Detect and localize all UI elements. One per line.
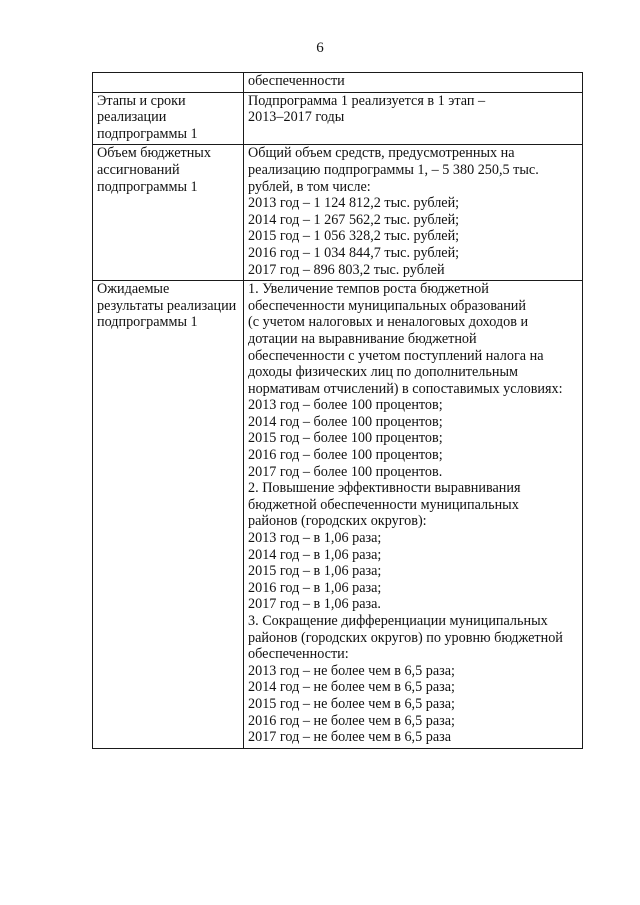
text-line: обеспеченности [248, 73, 345, 89]
text-line: рублей, в том числе: [248, 178, 371, 195]
text-line: 2. Повышение эффективности выравнивания [248, 480, 521, 497]
text-line: 2014 год – не более чем в 6,5 раза; [248, 679, 455, 696]
text-line: результаты реализации [97, 297, 237, 314]
text-line: 2016 год – в 1,06 раза; [248, 579, 382, 596]
text-line: доходы физических лиц по дополнительным [248, 364, 518, 381]
text-line: обеспеченности муниципальных образований [248, 297, 526, 314]
text-line: 2015 год – в 1,06 раза; [248, 563, 382, 580]
text-line: 2013 год – не более чем в 6,5 раза; [248, 662, 455, 679]
table-row-results [93, 281, 583, 749]
text-line: обеспеченности: [248, 646, 349, 663]
text-line: районов (городских округов) по уровню бюджетной [248, 629, 563, 646]
text-line: районов (городских округов): [248, 513, 427, 530]
text-line: 2017 год – 896 803,2 тыс. рублей [248, 261, 445, 278]
label-cell [93, 92, 244, 145]
text-line: 2016 год – не более чем в 6,5 раза; [248, 712, 455, 729]
text-line: бюджетной обеспеченности муниципальных [248, 496, 519, 513]
text-line: 2014 год – 1 267 562,2 тыс. рублей; [248, 211, 460, 228]
label-cell [93, 73, 244, 93]
text-line: 2015 год – более 100 процентов; [248, 430, 443, 447]
text-line: реализацию подпрограммы 1, – 5 380 250,5 тыс. [248, 161, 539, 178]
text-line: 2016 год – 1 034 844,7 тыс. рублей; [248, 244, 460, 261]
text-line: дотации на выравнивание бюджетной [248, 330, 477, 347]
text-line: 2016 год – более 100 процентов; [248, 447, 443, 464]
content-cell [244, 92, 583, 145]
text-line: 2017 год – более 100 процентов. [248, 463, 443, 480]
text-line: 2015 год – не более чем в 6,5 раза; [248, 695, 455, 712]
text-line: Объем бюджетных [97, 145, 211, 162]
content-cell [244, 73, 583, 93]
text-line: 3. Сокращение дифференциации муниципальных [248, 613, 548, 629]
text-line: (с учетом налоговых и неналоговых доходов и [248, 314, 529, 331]
text-line: ассигнований [97, 161, 180, 178]
text-line: подпрограммы 1 [97, 178, 198, 195]
text-line: 2013 год – в 1,06 раза; [248, 530, 382, 547]
page-number: 6 [316, 40, 324, 56]
text-line: 1. Увеличение темпов роста бюджетной [248, 281, 489, 298]
text-line: подпрограммы 1 [97, 314, 198, 331]
text-line: 2017 год – не более чем в 6,5 раза [248, 729, 452, 746]
label-cell [93, 281, 244, 749]
table-row-stages [93, 92, 583, 145]
label-cell [93, 145, 244, 281]
text-line: 2013 год – более 100 процентов; [248, 397, 443, 414]
text-line: 2013 год – 1 124 812,2 тыс. рублей; [248, 195, 460, 212]
text-line: 2015 год – 1 056 328,2 тыс. рублей; [248, 228, 460, 245]
text-line: обеспеченности с учетом поступлений налога на [248, 347, 544, 364]
text-line: 2013–2017 годы [248, 109, 345, 126]
text-line: подпрограммы 1 [97, 125, 198, 142]
text-line: Общий объем средств, предусмотренных на [248, 145, 515, 162]
table-row-continuation [93, 73, 583, 93]
content-cell [244, 145, 583, 281]
content-cell [244, 281, 583, 749]
text-line: Подпрограмма 1 реализуется в 1 этап – [248, 92, 486, 109]
text-line: 2017 год – в 1,06 раза. [248, 596, 381, 613]
text-line: Этапы и сроки [97, 92, 186, 109]
text-line: 2014 год – в 1,06 раза; [248, 546, 382, 563]
text-line: Ожидаемые [97, 281, 170, 298]
table-row-budget [93, 145, 583, 281]
text-line: реализации [97, 109, 167, 126]
text-line: нормативам отчислений) в сопоставимых условиях: [248, 380, 563, 397]
text-line: 2014 год – более 100 процентов; [248, 413, 443, 430]
subprogram-passport-table [92, 72, 583, 749]
